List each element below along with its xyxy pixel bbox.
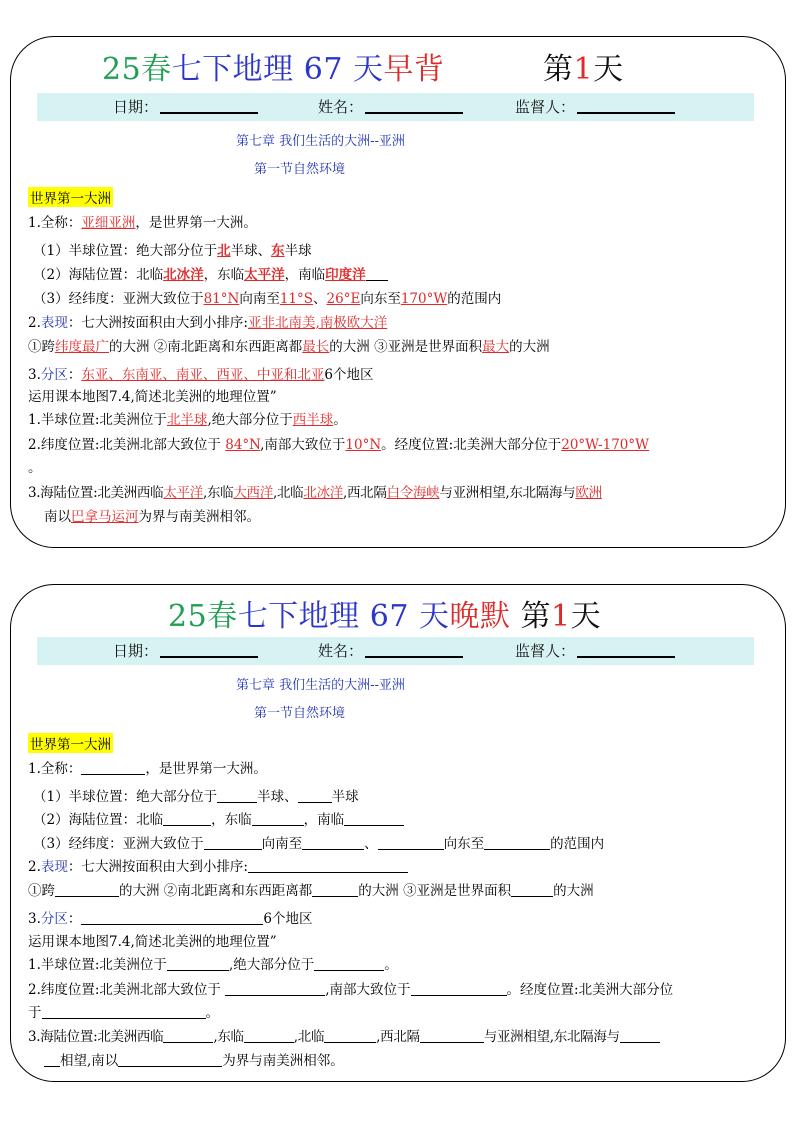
text-line: 2.纬度位置:北美洲北部大致位于 84°N,南部大致位于10°N。经度位置:北美洲大部分位于20°W-170°W xyxy=(28,437,650,453)
answer-blank[interactable] xyxy=(204,835,262,850)
answer-blank[interactable] xyxy=(217,788,257,803)
text-line: 2.纬度位置:北美洲北部大致位于 ,南部大致位于 。经度位置:北美洲大部分位 xyxy=(28,982,674,998)
answer-blank[interactable] xyxy=(42,1004,206,1019)
text-line: （1）半球位置：绝大部分位于北半球、东半球 xyxy=(33,243,312,259)
date-field[interactable]: 日期： xyxy=(113,96,258,117)
answer-blank[interactable] xyxy=(244,1028,294,1043)
answer-blank[interactable] xyxy=(420,1028,484,1043)
answer-blank[interactable] xyxy=(163,1028,213,1043)
answer-blank[interactable] xyxy=(118,1052,222,1067)
text-line: 1.全称：亚细亚洲，是世界第一大洲。 xyxy=(28,215,257,231)
answer-blank[interactable] xyxy=(344,811,404,826)
chapter-title: 第七章 我们生活的大洲--亚洲 xyxy=(236,134,405,149)
answer-blank[interactable] xyxy=(252,811,304,826)
answer-blank[interactable] xyxy=(44,1052,60,1067)
section-heading: 世界第一大洲 xyxy=(28,187,113,207)
card1-day: 第1天 xyxy=(543,52,624,87)
answer-blank[interactable] xyxy=(324,1028,376,1043)
text-line: 2.表现：七大洲按面积由大到小排序:亚非北南美,南极欧大洋 xyxy=(28,315,388,331)
info-bar xyxy=(37,637,754,665)
text-line: （2）海陆位置：北临 ，东临 ，南临 xyxy=(33,811,404,829)
text-line: 1.半球位置:北美洲位于 ,绝大部分位于 。 xyxy=(28,957,398,973)
answer-blank[interactable] xyxy=(378,835,444,850)
answer-blank[interactable] xyxy=(302,835,364,850)
text-line: 1.全称： ，是世界第一大洲。 xyxy=(28,761,267,777)
text-line: 3.分区： 6个地区 xyxy=(28,911,313,927)
text-line: 2.表现：七大洲按面积由大到小排序: xyxy=(28,858,408,876)
text-line: 南以巴拿马运河为界与南美洲相邻。 xyxy=(44,509,260,525)
section-heading: 世界第一大洲 xyxy=(28,733,113,753)
text-line: （2）海陆位置：北临北冰洋，东临太平洋，南临印度洋 xyxy=(33,266,388,284)
answer-blank[interactable] xyxy=(411,981,507,996)
text-line: 3.海陆位置:北美洲西临 ,东临 ,北临 ,西北隔 与亚洲相望,东北隔海与 xyxy=(28,1028,660,1046)
text-line: 运用课本地图7.4,简述北美洲的地理位置” xyxy=(28,389,277,405)
card1-title: 25春七下地理 67 天早背 xyxy=(102,52,445,87)
answer-blank[interactable] xyxy=(163,811,211,826)
text-line: （1）半球位置：绝大部分位于 半球、 半球 xyxy=(33,789,359,805)
answer-blank[interactable] xyxy=(81,760,145,775)
text-line: （3）经纬度：亚洲大致位于81°N向南至11°S、26°E向东至170°W的范围内 xyxy=(33,291,502,307)
name-field[interactable]: 姓名： xyxy=(318,640,463,661)
text-line: 3.分区：东亚、东南亚、南亚、西亚、中亚和北亚6个地区 xyxy=(28,367,374,383)
answer-blank[interactable] xyxy=(511,882,553,897)
answer-blank[interactable] xyxy=(298,788,332,803)
answer-blank[interactable] xyxy=(248,858,408,873)
text-line: 相望,南以 为界与南美洲相邻。 xyxy=(44,1052,344,1070)
answer-blank[interactable] xyxy=(55,882,119,897)
section-title: 第一节自然环境 xyxy=(254,162,346,177)
name-field[interactable]: 姓名： xyxy=(318,96,463,117)
answer-blank[interactable] xyxy=(167,956,229,971)
answer-blank[interactable] xyxy=(620,1028,660,1043)
text-line: 1.半球位置:北美洲位于北半球,绝大部分位于西半球。 xyxy=(28,412,347,428)
supervisor-field[interactable]: 监督人： xyxy=(515,640,675,661)
chapter-title: 第七章 我们生活的大洲--亚洲 xyxy=(236,678,405,693)
card2-title: 25春七下地理 67 天晚默 第1天 xyxy=(168,599,602,634)
answer-blank[interactable] xyxy=(225,981,325,996)
text-line: 。 xyxy=(28,460,42,476)
text-line: 3.海陆位置:北美洲西临太平洋,东临大西洋,北临北冰洋,西北隔白令海峡与亚洲相望,东北隔海与欧洲 xyxy=(28,485,602,501)
answer-blank[interactable] xyxy=(312,882,358,897)
text-line: ①跨 的大洲 ②南北距离和东西距离都 的大洲 ③亚洲是世界面积 的大洲 xyxy=(28,883,594,899)
date-field[interactable]: 日期： xyxy=(113,640,258,661)
section-title: 第一节自然环境 xyxy=(254,706,346,721)
text-line: ①跨纬度最广的大洲 ②南北距离和东西距离都最长的大洲 ③亚洲是世界面积最大的大洲 xyxy=(28,339,550,355)
supervisor-field[interactable]: 监督人： xyxy=(515,96,675,117)
answer-blank[interactable] xyxy=(484,835,550,850)
text-line: 于 。 xyxy=(28,1005,219,1021)
answer-blank[interactable] xyxy=(81,910,263,925)
info-bar xyxy=(37,93,754,121)
answer-blank[interactable] xyxy=(314,956,384,971)
text-line: 运用课本地图7.4,简述北美洲的地理位置” xyxy=(28,934,277,950)
text-line: （3）经纬度：亚洲大致位于 向南至 、 向东至 的范围内 xyxy=(33,836,605,852)
